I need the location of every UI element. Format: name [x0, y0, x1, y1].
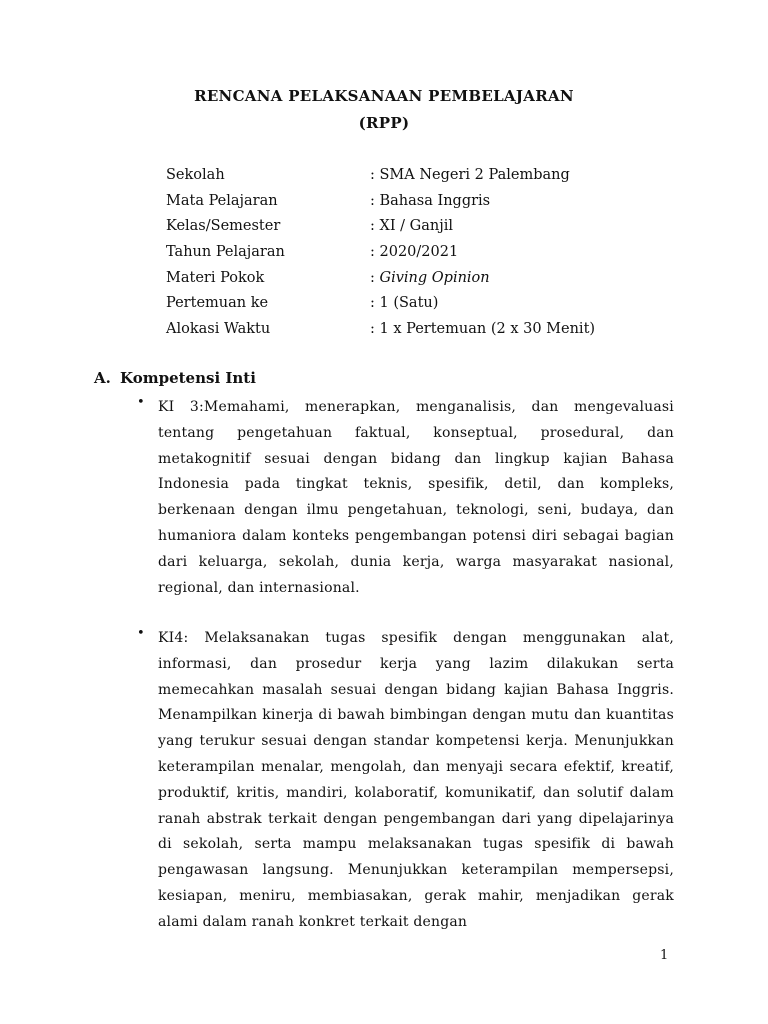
identity-label: Materi Pokok	[166, 269, 265, 286]
identity-row-mata-pelajaran	[166, 189, 595, 215]
identity-label: Sekolah	[166, 167, 225, 183]
identity-value: : 1 (Satu)	[370, 295, 439, 312]
bullet-icon: •	[137, 626, 145, 641]
identity-row-kelas-semester	[166, 214, 595, 240]
identity-value: : Bahasa Inggris	[370, 192, 491, 209]
identity-label: Kelas/Semester	[166, 218, 281, 235]
identity-value	[370, 270, 490, 286]
identity-value: : 1 x Pertemuan (2 x 30 Menit)	[370, 321, 596, 338]
identity-value: : SMA Negeri 2 Palembang	[370, 167, 570, 183]
document-title: RENCANA PELAKSANAAN PEMBELAJARAN	[194, 87, 574, 105]
identity-value: : XI / Ganjil	[370, 218, 453, 235]
ki3-text: KI 3:Memahami, menerapkan, menganalisis, dan mengevaluasi tentang pengetahuan faktual, konseptual, prosedural, dan metakognitif sesuai dengan bidang dan lingkup kajian Bahasa Indonesia pada tingkat teknis, spesifik, detil, dan kompleks, berkenaan dengan ilmu pengetahuan, teknologi, seni, budaya, dan humaniora dalam konteks pengembangan potensi diri sebagai bagian dari keluarga, sekolah, dunia kerja, warga masyarakat nasional, regional, dan internasional.	[158, 399, 674, 596]
identity-row-materi-pokok	[166, 266, 595, 292]
identity-row-tahun-pelajaran	[166, 240, 595, 266]
identity-table	[166, 163, 595, 343]
identity-row-alokasi-waktu	[166, 317, 595, 343]
identity-row-pertemuan-ke	[166, 291, 595, 317]
identity-label: Tahun Pelajaran	[166, 244, 285, 261]
document-subtitle: (RPP)	[358, 114, 410, 132]
page-number: 1	[660, 948, 669, 963]
bullet-icon: •	[137, 395, 145, 410]
identity-label: Mata Pelajaran	[166, 192, 278, 209]
identity-value: : 2020/2021	[370, 244, 459, 261]
identity-label: Alokasi Waktu	[166, 321, 271, 338]
section-heading-kompetensi-inti	[94, 369, 256, 387]
identity-label: Pertemuan ke	[166, 295, 269, 312]
identity-value-prefix: :	[370, 269, 380, 286]
list-item-ki3	[137, 395, 674, 601]
identity-value-italic: Giving Opinion	[379, 269, 490, 286]
identity-row-sekolah	[166, 163, 595, 189]
ki4-text: KI4: Melaksanakan tugas spesifik dengan menggunakan alat, informasi, dan prosedur kerja yang lazim dilakukan serta memecahkan masalah sesuai dengan bidang kajian Bahasa Inggris. Menampilkan kinerja di bawah bimbingan dengan mutu dan kuantitas yang terukur sesuai dengan standar kompetensi kerja. Menunjukkan keterampilan menalar, mengolah, dan menyaji secara efektif, kreatif, produktif, kritis, mandiri, kolaboratif, komunikatif, dan solutif dalam ranah abstrak terkait dengan pengembangan dari yang dipelajarinya di sekolah, serta mampu melaksanakan tugas spesifik di bawah pengawasan langsung. Menunjukkan keterampilan mempersepsi, kesiapan, meniru, membiasakan, gerak mahir, menjadikan gerak alami dalam ranah konkret terkait dengan	[158, 630, 674, 930]
list-item-ki4	[137, 626, 674, 936]
section-letter: A.	[94, 369, 111, 387]
section-title: Kompetensi Inti	[120, 369, 256, 387]
